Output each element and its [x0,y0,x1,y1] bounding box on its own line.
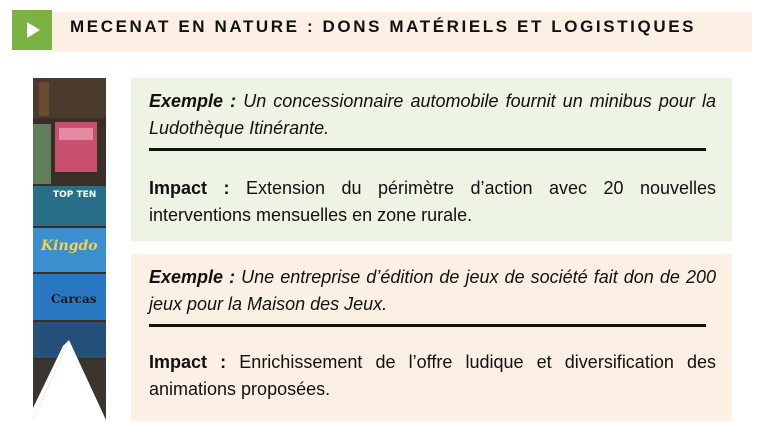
board-games-photo [33,78,106,420]
example-text-1: Un concessionnaire automobile fournit un minibus pour la Ludothèque Itinérante. [149,91,716,138]
impact-paragraph-2 [149,349,716,403]
example-paragraph-1 [149,88,716,142]
example-label-1: Exemple : [149,91,244,111]
page-title: MECENAT EN NATURE : DONS MATÉRIELS ET LOGISTIQUES [70,17,697,36]
photo-label-kingdo: Kingdo [41,238,98,254]
play-icon-box [12,10,52,50]
divider-line-1 [149,148,706,151]
example-paragraph-2 [149,264,716,318]
impact-text-2: Enrichissement de l’offre ludique et diversification des animations proposées. [149,352,717,399]
example-text-2: Une entreprise d’édition de jeux de société fait don de 200 jeux pour la Maison des Jeux. [149,267,716,314]
impact-label-2: Impact : [149,352,240,372]
example-label-2: Exemple : [149,267,242,287]
impact-label-1: Impact : [149,178,246,198]
example-card-2 [131,254,732,421]
play-icon [12,10,52,50]
divider-line-2 [149,324,706,327]
impact-paragraph-1 [149,175,716,229]
impact-text-1: Extension du périmètre d’action avec 20 nouvelles interventions mensuelles en zone rurale. [149,178,716,225]
example-card-1 [131,78,732,241]
photo-label-carcas: Carcas [51,292,97,306]
photo-label-top-ten: TOP TEN [53,190,97,200]
